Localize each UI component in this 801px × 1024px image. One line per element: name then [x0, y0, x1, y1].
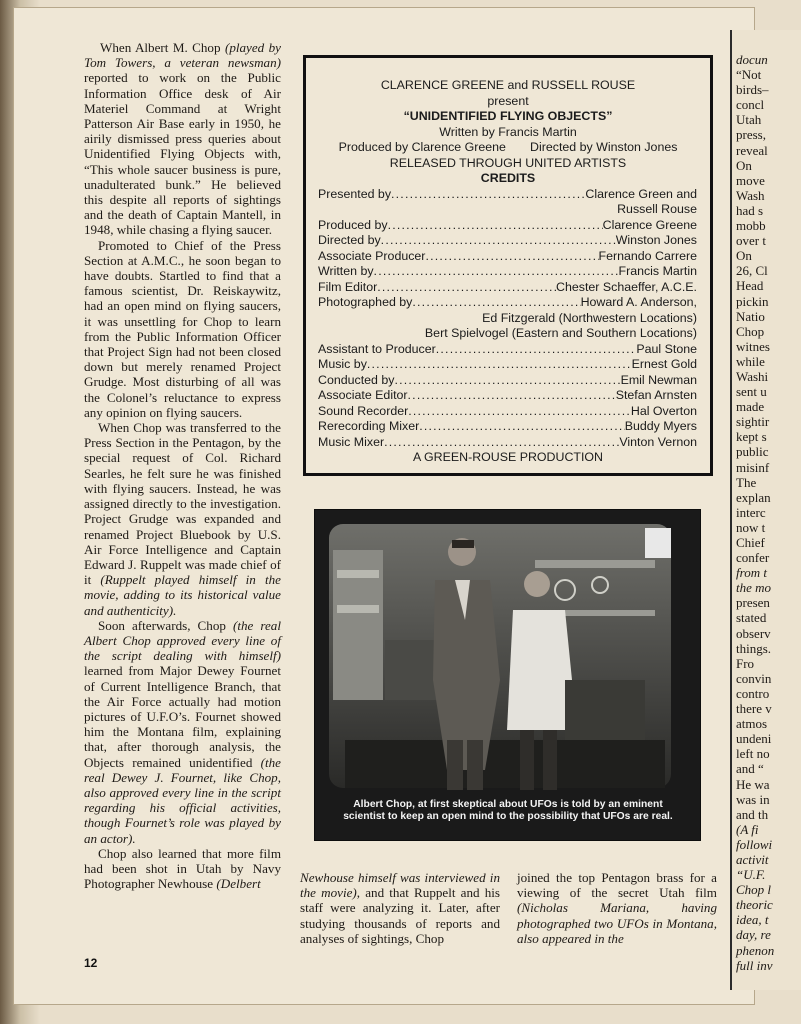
next-page-edge: [730, 30, 801, 990]
credit-role: Produced by: [318, 217, 388, 232]
next-page-line: mobb: [736, 218, 766, 234]
next-page-line: from t: [736, 565, 767, 581]
credit-name: Stefan Arnsten: [615, 388, 697, 402]
leader-dots: [425, 249, 598, 265]
credit-role: Rerecording Mixer: [318, 419, 420, 433]
article-paragraph-4: Soon afterwards, Chop (the real Albert Chop approved every line of the script dealing with himself) learned from Major Dewey Fournet of Current Intelligence Branch, that the Air Force actually had motion pictures of U.F.O’s. Fournet showed him the Montana film, explaining that, after thorough analysis, the Objects remained unidentified (the real Dewey J. Fournet, like Chop, also approved every line in the script regarding his official activities, though Fournet’s role was played by an actor).: [84, 617, 281, 846]
next-page-line: Natio: [736, 308, 765, 324]
next-page-line: concl: [736, 97, 765, 113]
next-page-line: Chop: [736, 323, 765, 339]
credit-name: Emil Newman: [620, 372, 697, 387]
article-paragraph-2: Promoted to Chief of the Press Section at A.M.C., he soon began to have doubts. Startled to find that a famous scientist, Dr. Reiskaywitz, had an open mind on flying saucers, it was unsettling for Chop to learn from the Public Information Officer that Project Sign had not been closed down but merely renamed Project Grudge. Most disturbing of all was the Colonel’s reluctance to express any opinion on flying saucers.: [84, 237, 281, 420]
next-page-line: (A fi: [736, 821, 759, 837]
next-page-line: explan: [736, 489, 771, 505]
credit-role: Assistant to Producer: [318, 341, 436, 356]
next-page-line: birds–: [736, 82, 769, 98]
credit-role: Associate Editor: [318, 388, 408, 402]
article-column-1: [84, 40, 281, 891]
next-page-line: docun: [736, 52, 768, 67]
credit-list: [306, 187, 710, 451]
next-page-line: Utah: [736, 112, 762, 128]
production-line: A GREEN-ROUSE PRODUCTION: [412, 450, 603, 464]
credit-name: Fernando Carrere: [598, 248, 697, 263]
next-page-line: Head: [736, 278, 764, 294]
next-page-line: observ: [736, 625, 771, 641]
leader-dots: [436, 342, 637, 358]
next-page-line: and th: [736, 806, 769, 822]
next-page-line: witnes: [736, 338, 770, 354]
next-page-line: there v: [736, 701, 772, 717]
next-page-line: left no: [736, 746, 770, 762]
leader-dots: [408, 404, 631, 420]
next-page-line: day, re: [736, 927, 771, 943]
next-page-line: reveal: [736, 142, 768, 158]
next-page-line: Fro: [736, 655, 755, 671]
next-page-line: “U.F.: [736, 867, 766, 883]
credit-name: Clarence Greene: [602, 217, 697, 232]
next-page-line: phenon: [736, 942, 775, 958]
next-page-line: convin: [736, 670, 772, 686]
leader-dots: [388, 218, 603, 234]
credit-name: Ernest Gold: [631, 357, 697, 371]
next-page-line: He wa: [736, 776, 770, 792]
leader-dots: [391, 187, 585, 203]
next-page-line: On: [736, 157, 752, 173]
next-page-line: confer: [736, 550, 770, 566]
credit-continuation: Ed Fitzgerald (Northwestern Locations): [482, 310, 697, 325]
article-paragraph-7: joined the top Pentagon brass for a viewing of the secret Utah film (Nicholas Mariana, having photographed two UFOs in Montana, also appeared in the: [517, 870, 717, 946]
credit-role: Sound Recorder: [318, 403, 409, 418]
next-page-line: On: [736, 248, 752, 264]
credit-row: [306, 419, 710, 435]
next-page-line: kept s: [736, 429, 767, 445]
credit-row: [306, 373, 710, 389]
film-still-photo: [314, 509, 701, 841]
credit-role: Written by: [318, 264, 374, 278]
next-page-line: Wash: [736, 187, 765, 203]
next-page-line: Washi: [736, 368, 769, 384]
credit-row: [306, 187, 710, 203]
next-page-line: Chop l: [736, 882, 772, 898]
leader-dots: [384, 435, 619, 451]
credit-name: Howard A. Anderson,: [580, 295, 697, 309]
released-line: RELEASED THROUGH UNITED ARTISTS: [389, 155, 627, 170]
produced-directed-line: Produced by Clarence Greene Directed by Winston Jones: [338, 140, 678, 154]
leader-dots: [374, 264, 619, 280]
article-paragraph-3: When Chop was transferred to the Press Section in the Pentagon, by the special request of Col. Richard Searles, he felt sure he was finished with flying saucers. Instead, he was assigned directly to the investigation. Project Grudge was expanded and renamed Project Bluebook by U.S. Air Force Intelligence and Captain Edward J. Ruppelt was made chief of it (Ruppelt played himself in the movie, adding to its historical value and authenticity).: [84, 420, 281, 618]
next-page-line: atmos: [736, 716, 768, 732]
credit-row: [306, 218, 710, 234]
credit-role: Presented by: [318, 186, 392, 201]
credit-row: [306, 280, 710, 296]
next-page-line: sent u: [736, 384, 767, 400]
next-page-line: now t: [736, 519, 766, 535]
leader-dots: [377, 280, 556, 296]
credit-role: Directed by: [318, 233, 381, 247]
next-page-line: move: [736, 172, 765, 188]
leader-dots: [408, 388, 616, 404]
next-page-line: activit: [736, 851, 769, 867]
credit-role: Associate Producer: [318, 248, 426, 263]
credit-row: [306, 233, 710, 249]
next-page-line: made: [736, 399, 765, 415]
credit-name: Chester Schaeffer, A.C.E.: [556, 279, 697, 294]
credit-role: Conducted by: [318, 372, 395, 387]
credit-continuation: Russell Rouse: [617, 202, 697, 216]
next-page-line: contro: [736, 685, 770, 701]
page-number: 12: [84, 956, 98, 970]
credit-role: Photographed by: [318, 295, 413, 309]
lab-scene-illustration: [315, 510, 700, 840]
credits-box: [303, 55, 713, 476]
credit-name: Francis Martin: [618, 264, 697, 278]
next-page-line: interc: [736, 504, 766, 520]
next-page-line: and “: [736, 761, 764, 777]
credit-name: Buddy Myers: [624, 419, 697, 433]
next-page-line: while: [736, 353, 765, 369]
credit-row: [306, 342, 710, 358]
credit-row: [306, 404, 710, 420]
credit-name: Hal Overton: [630, 403, 697, 418]
credit-name: Winston Jones: [615, 233, 697, 247]
next-page-line: idea, t: [736, 912, 769, 928]
next-page-line: stated: [736, 610, 767, 626]
credits-heading: CREDITS: [480, 171, 536, 185]
next-page-line: public: [736, 444, 769, 460]
written-by-line: Written by Francis Martin: [439, 124, 577, 139]
next-page-line: The: [736, 474, 757, 490]
next-page-line: followi: [736, 836, 773, 852]
article-paragraph-1: When Albert M. Chop (played by Tom Towers, a veteran newsman) reported to work on the Public Information Office desk of Air Materiel Command at Wright Patterson Air Base early in 1950, he airily dismissed press queries about Unidentified Flying Objects with, “This whole saucer business is pure, unadulterated bunk.” He believed this despite all reports of sightings and the death of Captain Mantell, in 1948, while chasing a flying saucer.: [84, 40, 281, 238]
next-page-line: pickin: [736, 293, 769, 309]
credit-row: [306, 249, 710, 265]
credit-name: Vinton Vernon: [619, 434, 697, 449]
credit-role: Music Mixer: [318, 434, 385, 449]
next-page-line: sightir: [736, 414, 770, 430]
present-line: present: [487, 93, 529, 108]
next-page-line: 26, Cl: [736, 263, 768, 279]
leader-dots: [412, 295, 580, 311]
credit-name: Clarence Green and: [585, 186, 697, 201]
credit-role: Music by: [318, 357, 367, 371]
credit-continuation: Bert Spielvogel (Eastern and Southern Locations): [424, 326, 697, 340]
film-title: “UNIDENTIFIED FLYING OBJECTS”: [403, 109, 613, 123]
next-page-line: press,: [736, 127, 766, 143]
leader-dots: [419, 419, 624, 435]
next-page-text-column: [736, 52, 801, 973]
leader-dots: [367, 357, 632, 373]
next-page-line: the mo: [736, 580, 772, 596]
leader-dots: [381, 233, 616, 249]
credit-row: [306, 388, 710, 404]
article-column-3: [517, 870, 717, 946]
next-page-line: things.: [736, 640, 772, 656]
credit-name: Paul Stone: [636, 341, 697, 356]
next-page-line: presen: [736, 595, 770, 611]
credit-row: [306, 435, 710, 451]
next-page-line: over t: [736, 233, 766, 249]
presenters: CLARENCE GREENE and RUSSELL ROUSE: [380, 78, 636, 92]
next-page-line: was in: [736, 791, 770, 807]
next-page-line: had s: [736, 202, 764, 218]
next-page-line: misinf: [736, 459, 770, 475]
credit-row: [306, 264, 710, 280]
next-page-line: undeni: [736, 731, 772, 747]
credit-row: [306, 357, 710, 373]
next-page-line: theoric: [736, 897, 773, 913]
article-paragraph-5: Chop also learned that more film had been shot in Utah by Navy Photographer Newhouse (Delbert: [84, 845, 281, 892]
next-page-line: full inv: [736, 957, 773, 973]
article-paragraph-6: Newhouse himself was interviewed in the movie), and that Ruppelt and his staff were analyzing it. Later, after studying thousands of reports and analyses of sightings, Chop: [300, 870, 500, 946]
credit-role: Film Editor: [318, 279, 378, 294]
leader-dots: [394, 373, 620, 389]
photo-caption: Albert Chop, at first skeptical about UFOs is told by an eminent scientist to keep an open mind to the possibility that UFOs are real.: [343, 799, 673, 822]
credit-row: [306, 295, 710, 311]
article-column-2: [300, 870, 500, 946]
next-page-line: “Not: [736, 67, 762, 83]
next-page-line: Chief: [736, 535, 765, 550]
